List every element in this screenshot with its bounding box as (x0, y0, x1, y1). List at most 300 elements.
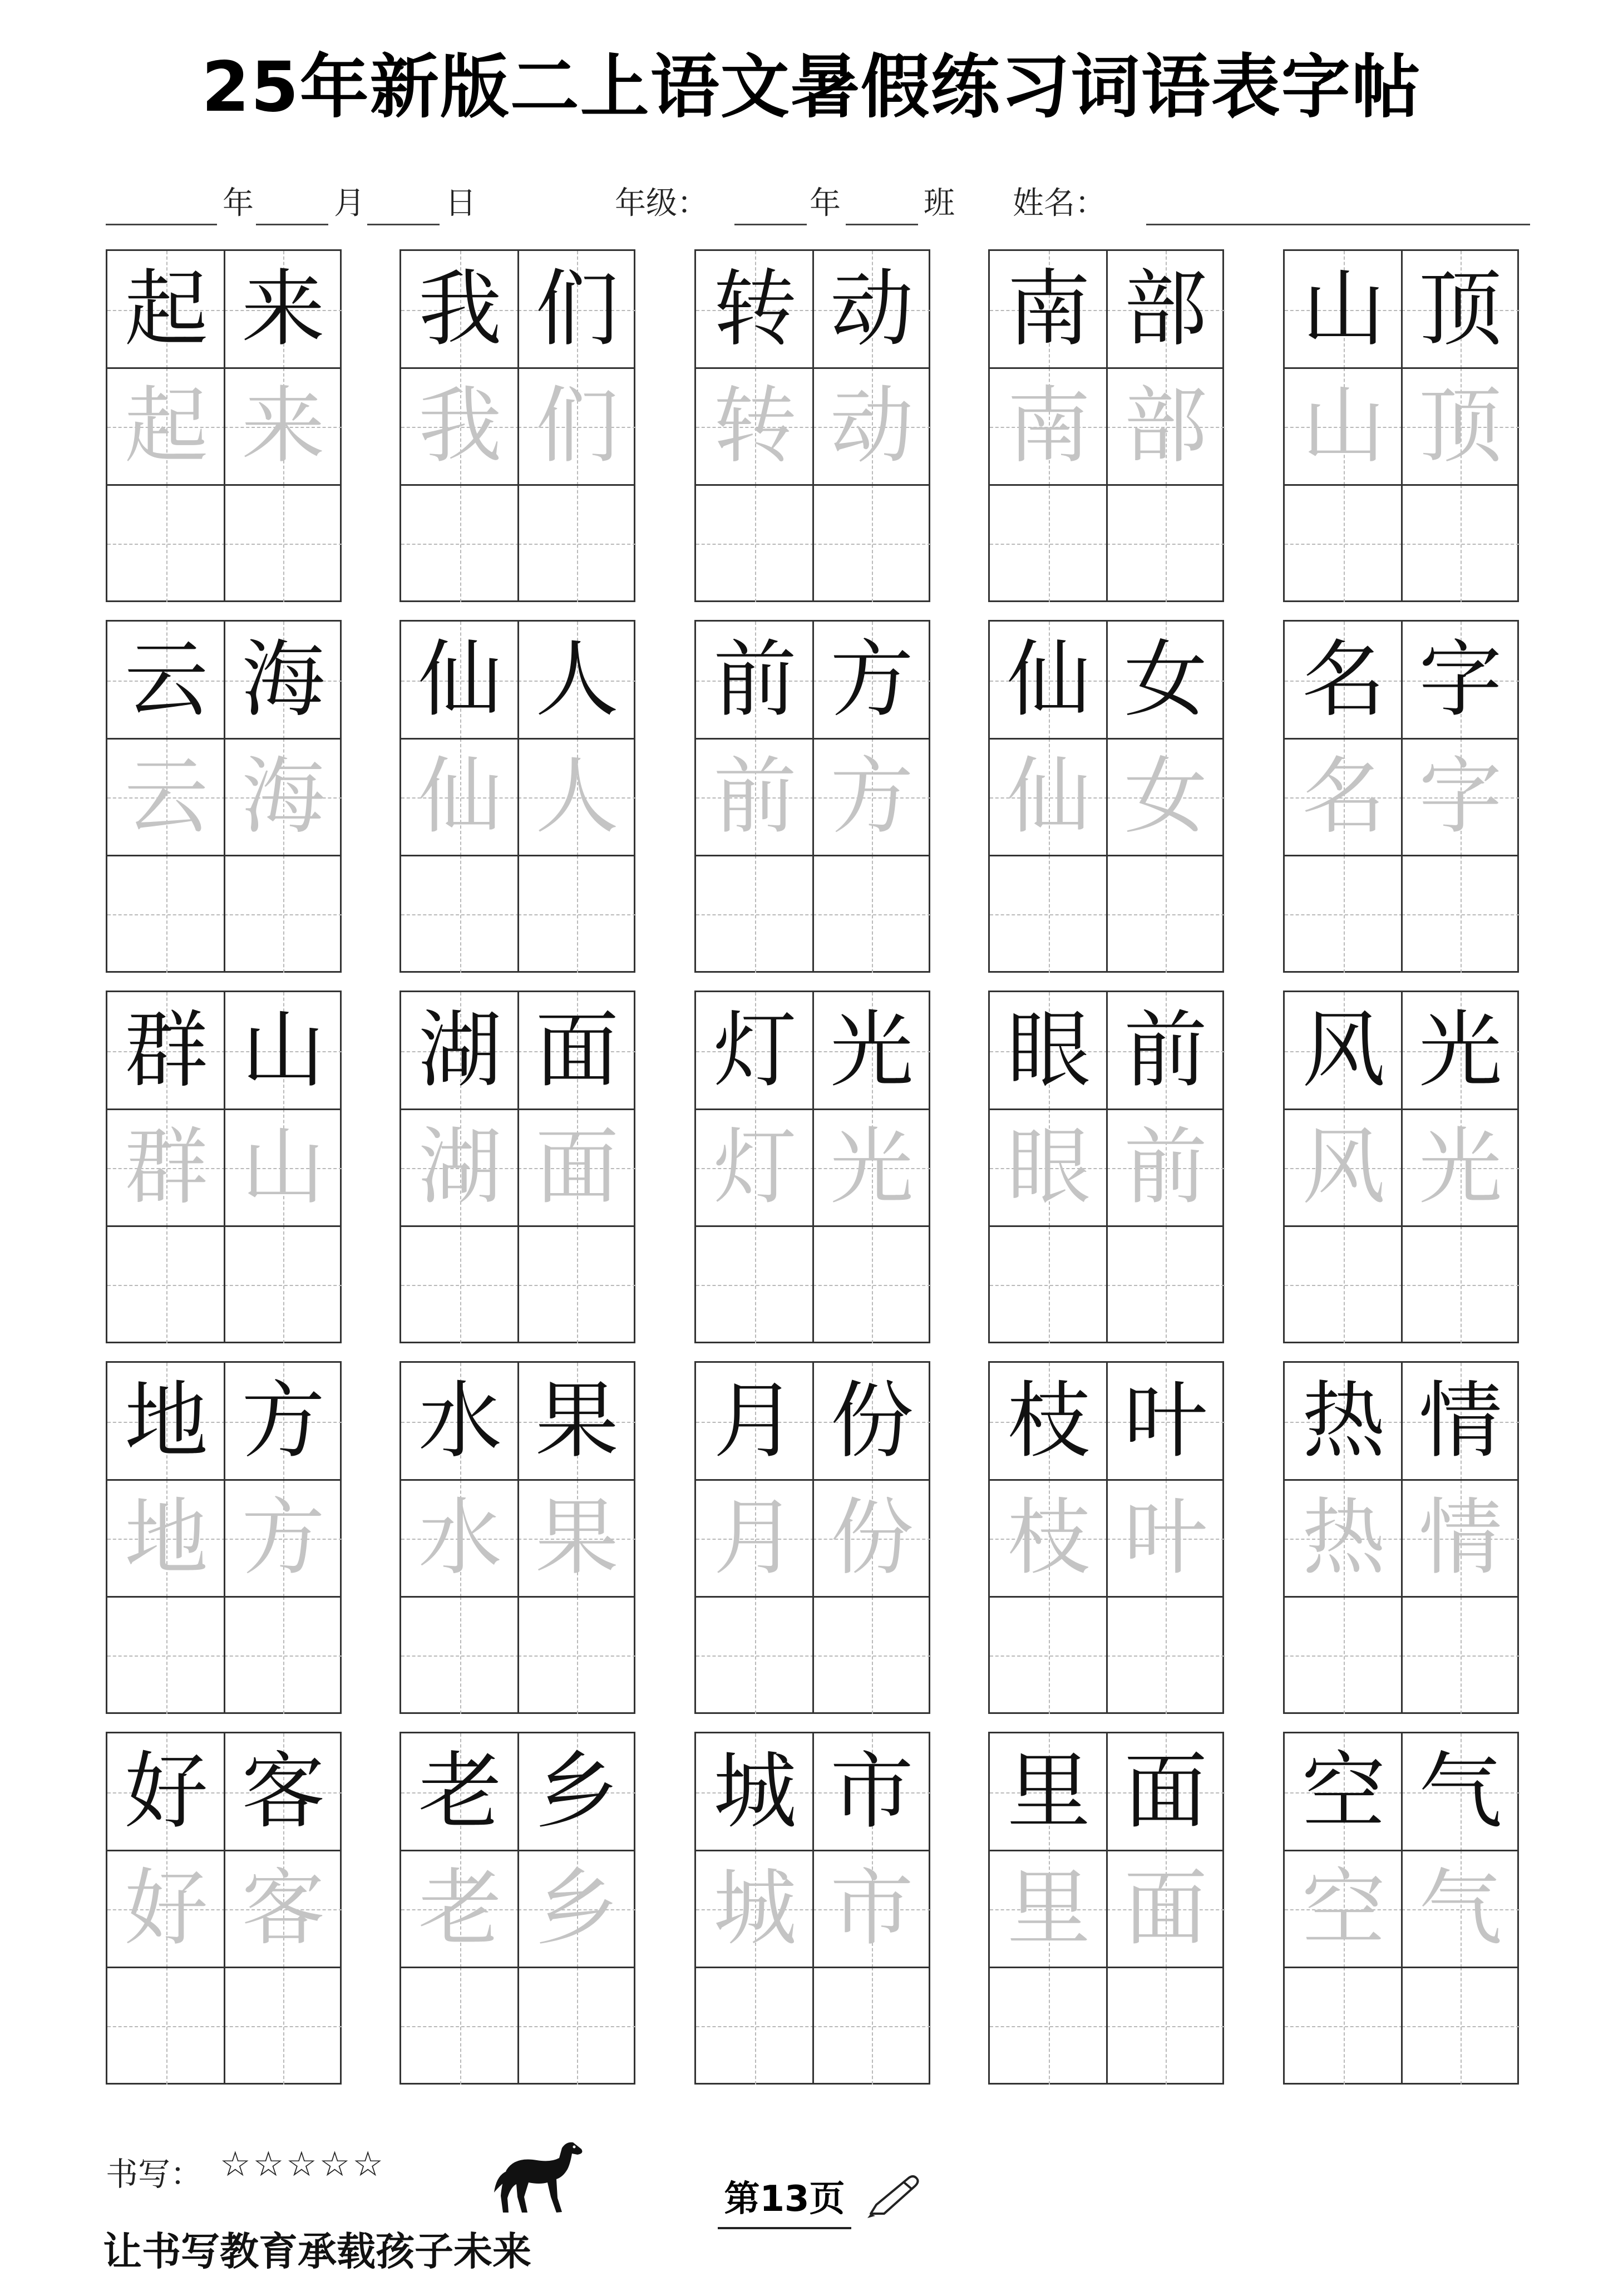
practice-cell[interactable] (1285, 1967, 1403, 2085)
model-character: 海 (241, 632, 325, 728)
cell-divider (1285, 484, 1517, 486)
name-blank[interactable] (1146, 184, 1530, 225)
model-character: 我 (418, 261, 502, 358)
practice-cell[interactable] (224, 1597, 342, 1714)
word-block (106, 620, 342, 973)
practice-cell[interactable] (518, 1597, 636, 1714)
model-character: 叶 (1123, 1373, 1207, 1470)
horse-icon (490, 2131, 590, 2220)
grade-year-label: 年 (810, 185, 841, 221)
cell-divider (990, 367, 1222, 369)
cell-divider (990, 738, 1222, 740)
trace-character: 客 (241, 1860, 325, 1957)
trace-char-cell (224, 1480, 342, 1597)
practice-cell[interactable] (813, 1967, 931, 2085)
cell-divider (1106, 1733, 1108, 2083)
guide-line (460, 1967, 461, 2085)
trace-character: 空 (1301, 1860, 1385, 1957)
model-character: 市 (830, 1743, 914, 1840)
practice-cell[interactable] (224, 1967, 342, 2085)
cell-divider (696, 738, 929, 740)
cell-divider (696, 1479, 929, 1481)
guide-line (166, 855, 167, 973)
model-char-cell (1285, 1733, 1403, 1851)
trace-char-cell (1402, 1850, 1520, 1968)
trace-char-cell (107, 738, 225, 856)
model-char-cell (224, 992, 342, 1110)
trace-char-cell (1107, 1850, 1225, 1968)
guide-line (166, 1967, 167, 2085)
model-char-cell (1402, 622, 1520, 739)
year-blank[interactable] (106, 184, 217, 225)
model-character: 光 (830, 1002, 914, 1099)
guide-line (460, 1226, 461, 1343)
cell-divider (401, 738, 634, 740)
name-label: 姓名： (1013, 185, 1106, 221)
model-character: 转 (713, 261, 797, 358)
trace-char-cell (1107, 1109, 1225, 1226)
trace-char-cell (1107, 738, 1225, 856)
month-blank[interactable] (256, 184, 328, 225)
trace-character: 海 (241, 748, 325, 845)
trace-character: 前 (713, 748, 797, 845)
word-block (694, 1732, 930, 2085)
model-char-cell (813, 622, 931, 739)
slogan: 让书写教育承载孩子未来 (103, 2229, 531, 2274)
cell-divider (696, 1850, 929, 1851)
practice-cell[interactable] (1402, 1597, 1520, 1714)
model-character: 老 (418, 1743, 502, 1840)
word-block (694, 249, 930, 602)
model-char-cell (1402, 251, 1520, 368)
trace-character: 光 (830, 1119, 914, 1216)
practice-cell[interactable] (990, 1967, 1108, 2085)
practice-cell[interactable] (401, 1597, 519, 1714)
word-block (399, 249, 635, 602)
model-char-cell (696, 992, 814, 1110)
trace-character: 山 (241, 1119, 325, 1216)
model-char-cell (1107, 251, 1225, 368)
model-char-cell (1285, 992, 1403, 1110)
trace-character: 山 (1301, 378, 1385, 475)
trace-character: 起 (124, 378, 208, 475)
practice-cell[interactable] (1402, 1226, 1520, 1343)
word-block (988, 1361, 1224, 1714)
guide-line (755, 855, 756, 973)
practice-cell[interactable] (990, 855, 1108, 973)
cell-divider (1401, 1363, 1403, 1712)
word-block (399, 1361, 635, 1714)
guide-line (460, 1597, 461, 1714)
trace-char-cell (813, 1109, 931, 1226)
model-char-cell (1107, 1363, 1225, 1480)
guide-line (755, 485, 756, 602)
model-character: 气 (1418, 1743, 1502, 1840)
guide-line (1461, 485, 1462, 602)
practice-cell[interactable] (696, 485, 814, 602)
model-character: 仙 (1007, 632, 1091, 728)
guide-line (577, 1967, 578, 2085)
guide-line (283, 1226, 284, 1343)
rating-stars[interactable]: ☆☆☆☆☆ (220, 2144, 386, 2184)
trace-character: 女 (1123, 748, 1207, 845)
cell-divider (990, 855, 1222, 856)
practice-cell[interactable] (1402, 855, 1520, 973)
model-char-cell (813, 251, 931, 368)
trace-character: 市 (830, 1860, 914, 1957)
guide-line (166, 1226, 167, 1343)
cell-divider (107, 1967, 340, 1968)
trace-character: 人 (535, 748, 619, 845)
practice-cell[interactable] (224, 485, 342, 602)
practice-cell[interactable] (107, 485, 225, 602)
trace-char-cell (518, 738, 636, 856)
trace-character: 地 (124, 1490, 208, 1586)
trace-character: 转 (713, 378, 797, 475)
trace-character: 份 (830, 1490, 914, 1586)
practice-cell[interactable] (518, 1226, 636, 1343)
day-blank[interactable] (367, 184, 440, 225)
model-character: 湖 (418, 1002, 502, 1099)
trace-character: 湖 (418, 1119, 502, 1216)
model-char-cell (696, 1363, 814, 1480)
guide-line (1461, 855, 1462, 973)
trace-character: 我 (418, 378, 502, 475)
guide-line (1461, 1226, 1462, 1343)
model-character: 云 (124, 632, 208, 728)
word-block (1283, 620, 1519, 973)
cell-divider (1106, 622, 1108, 971)
cell-divider (107, 855, 340, 856)
practice-cell[interactable] (1285, 855, 1403, 973)
practice-cell[interactable] (401, 1967, 519, 2085)
trace-char-cell (1402, 738, 1520, 856)
model-character: 部 (1123, 261, 1207, 358)
practice-cell[interactable] (518, 485, 636, 602)
guide-line (1344, 1967, 1345, 2085)
guide-line (1344, 1226, 1345, 1343)
class-label: 班 (924, 185, 955, 221)
model-character: 好 (124, 1743, 208, 1840)
model-char-cell (401, 1733, 519, 1851)
trace-character: 乡 (535, 1860, 619, 1957)
model-character: 顶 (1418, 261, 1502, 358)
practice-cell[interactable] (696, 1597, 814, 1714)
pen-icon (860, 2170, 921, 2220)
model-char-cell (696, 1733, 814, 1851)
trace-char-cell (813, 738, 931, 856)
practice-cell[interactable] (696, 855, 814, 973)
practice-cell[interactable] (1402, 1967, 1520, 2085)
trace-char-cell (224, 368, 342, 485)
word-block (988, 249, 1224, 602)
practice-cell[interactable] (401, 1226, 519, 1343)
practice-cell[interactable] (813, 1597, 931, 1714)
cell-divider (696, 484, 929, 486)
trace-char-cell (813, 1850, 931, 1968)
trace-char-cell (107, 1480, 225, 1597)
word-block (988, 620, 1224, 973)
model-char-cell (1107, 1733, 1225, 1851)
practice-cell[interactable] (1285, 485, 1403, 602)
model-char-cell (1107, 622, 1225, 739)
model-character: 来 (241, 261, 325, 358)
practice-cell[interactable] (107, 1226, 225, 1343)
page-number: 第13页 (718, 2170, 851, 2229)
guide-line (1049, 855, 1050, 973)
practice-cell[interactable] (990, 1226, 1108, 1343)
trace-character: 云 (124, 748, 208, 845)
practice-cell[interactable] (813, 855, 931, 973)
trace-char-cell (696, 368, 814, 485)
trace-character: 顶 (1418, 378, 1502, 475)
guide-line (1049, 1226, 1050, 1343)
model-character: 女 (1123, 632, 1207, 728)
trace-character: 果 (535, 1490, 619, 1586)
guide-line (1344, 485, 1345, 602)
trace-char-cell (401, 738, 519, 856)
model-character: 灯 (713, 1002, 797, 1099)
trace-character: 月 (713, 1490, 797, 1586)
practice-cell[interactable] (107, 1967, 225, 2085)
guide-line (872, 1597, 873, 1714)
trace-character: 群 (124, 1119, 208, 1216)
cell-divider (812, 1363, 814, 1712)
trace-character: 好 (124, 1860, 208, 1957)
cell-divider (1401, 622, 1403, 971)
cell-divider (696, 1967, 929, 1968)
cell-divider (401, 1850, 634, 1851)
practice-cell[interactable] (401, 855, 519, 973)
trace-char-cell (518, 1109, 636, 1226)
trace-character: 眼 (1007, 1119, 1091, 1216)
practice-cell[interactable] (1285, 1597, 1403, 1714)
trace-character: 来 (241, 378, 325, 475)
trace-char-cell (990, 1480, 1108, 1597)
cell-divider (1106, 1363, 1108, 1712)
cell-divider (990, 1850, 1222, 1851)
word-block (399, 991, 635, 1343)
word-block (399, 1732, 635, 2085)
model-char-cell (401, 251, 519, 368)
page-title: 25年新版二上语文暑假练习词语表字帖 (201, 47, 1422, 127)
trace-char-cell (224, 1109, 342, 1226)
guide-line (1166, 485, 1167, 602)
model-char-cell (696, 251, 814, 368)
model-character: 地 (124, 1373, 208, 1470)
trace-character: 动 (830, 378, 914, 475)
trace-char-cell (1285, 1480, 1403, 1597)
practice-cell[interactable] (107, 855, 225, 973)
trace-char-cell (401, 368, 519, 485)
model-character: 面 (535, 1002, 619, 1099)
practice-cell[interactable] (1402, 485, 1520, 602)
model-character: 南 (1007, 261, 1091, 358)
cell-divider (401, 1225, 634, 1227)
cell-divider (401, 1596, 634, 1598)
trace-character: 枝 (1007, 1490, 1091, 1586)
trace-char-cell (1285, 1109, 1403, 1226)
trace-character: 面 (1123, 1860, 1207, 1957)
model-character: 仙 (418, 632, 502, 728)
trace-character: 仙 (1007, 748, 1091, 845)
model-character: 城 (713, 1743, 797, 1840)
cell-divider (107, 1596, 340, 1598)
practice-cell[interactable] (1107, 485, 1225, 602)
practice-cell[interactable] (224, 1226, 342, 1343)
trace-char-cell (990, 1109, 1108, 1226)
practice-cell[interactable] (696, 1226, 814, 1343)
practice-cell[interactable] (813, 1226, 931, 1343)
cell-divider (1285, 1850, 1517, 1851)
practice-cell[interactable] (224, 855, 342, 973)
guide-line (1049, 1967, 1050, 2085)
word-block (988, 1732, 1224, 2085)
model-character: 们 (535, 261, 619, 358)
model-char-cell (1285, 622, 1403, 739)
trace-char-cell (990, 738, 1108, 856)
model-character: 山 (241, 1002, 325, 1099)
trace-char-cell (696, 1850, 814, 1968)
guide-line (283, 1967, 284, 2085)
guide-line (577, 485, 578, 602)
trace-char-cell (1285, 368, 1403, 485)
model-char-cell (518, 992, 636, 1110)
guide-line (577, 1226, 578, 1343)
model-char-cell (1402, 1363, 1520, 1480)
cell-divider (1401, 992, 1403, 1342)
practice-cell[interactable] (1285, 1226, 1403, 1343)
model-character: 份 (830, 1373, 914, 1470)
cell-divider (1106, 251, 1108, 600)
guide-line (1461, 1967, 1462, 2085)
cell-divider (990, 1479, 1222, 1481)
practice-cell[interactable] (813, 485, 931, 602)
cell-divider (990, 1225, 1222, 1227)
model-char-cell (107, 251, 225, 368)
practice-cell[interactable] (696, 1967, 814, 2085)
word-block (399, 620, 635, 973)
cell-divider (1285, 1225, 1517, 1227)
model-character: 前 (713, 632, 797, 728)
model-char-cell (107, 1733, 225, 1851)
trace-character: 风 (1301, 1119, 1385, 1216)
cell-divider (812, 1733, 814, 2083)
model-char-cell (990, 992, 1108, 1110)
trace-character: 光 (1418, 1119, 1502, 1216)
guide-line (460, 485, 461, 602)
cell-divider (517, 622, 519, 971)
model-character: 月 (713, 1373, 797, 1470)
practice-cell[interactable] (990, 1597, 1108, 1714)
cell-divider (696, 1108, 929, 1110)
cell-divider (696, 1225, 929, 1227)
model-char-cell (813, 1733, 931, 1851)
trace-character: 叶 (1123, 1490, 1207, 1586)
rating-label: 书写： (106, 2155, 203, 2193)
word-block (694, 991, 930, 1343)
guide-line (166, 1597, 167, 1714)
cell-divider (107, 1850, 340, 1851)
cell-divider (1401, 251, 1403, 600)
cell-divider (990, 1967, 1222, 1968)
guide-line (283, 485, 284, 602)
cell-divider (224, 622, 225, 971)
cell-divider (224, 1733, 225, 2083)
cell-divider (401, 1479, 634, 1481)
model-character: 方 (830, 632, 914, 728)
model-character: 热 (1301, 1373, 1385, 1470)
guide-line (872, 855, 873, 973)
grade-year-blank[interactable] (734, 184, 807, 225)
model-char-cell (990, 622, 1108, 739)
model-character: 面 (1123, 1743, 1207, 1840)
guide-line (872, 1967, 873, 2085)
cell-divider (401, 855, 634, 856)
cell-divider (401, 484, 634, 486)
cell-divider (107, 738, 340, 740)
trace-character: 方 (830, 748, 914, 845)
word-block (106, 249, 342, 602)
trace-char-cell (401, 1109, 519, 1226)
practice-cell[interactable] (1107, 1226, 1225, 1343)
model-char-cell (107, 992, 225, 1110)
practice-cell[interactable] (518, 1967, 636, 2085)
trace-char-cell (1402, 1480, 1520, 1597)
word-block (694, 620, 930, 973)
practice-cell[interactable] (1107, 1967, 1225, 2085)
trace-char-cell (1107, 1480, 1225, 1597)
model-character: 人 (535, 632, 619, 728)
trace-character: 气 (1418, 1860, 1502, 1957)
cell-divider (696, 855, 929, 856)
word-block (694, 1361, 930, 1714)
practice-cell[interactable] (518, 855, 636, 973)
cell-divider (812, 992, 814, 1342)
model-char-cell (224, 622, 342, 739)
model-char-cell (990, 1733, 1108, 1851)
cell-divider (517, 1733, 519, 2083)
guide-line (460, 855, 461, 973)
cell-divider (1285, 1479, 1517, 1481)
practice-cell[interactable] (990, 485, 1108, 602)
word-block (106, 1361, 342, 1714)
cell-divider (107, 1108, 340, 1110)
model-character: 风 (1301, 1002, 1385, 1099)
model-character: 情 (1418, 1373, 1502, 1470)
word-block (106, 1732, 342, 2085)
word-block (1283, 1732, 1519, 2085)
model-char-cell (401, 622, 519, 739)
practice-cell[interactable] (1107, 855, 1225, 973)
model-char-cell (1285, 1363, 1403, 1480)
practice-cell[interactable] (401, 485, 519, 602)
model-char-cell (813, 992, 931, 1110)
model-character: 字 (1418, 632, 1502, 728)
guide-line (872, 485, 873, 602)
cell-divider (1285, 367, 1517, 369)
trace-character: 部 (1123, 378, 1207, 475)
practice-cell[interactable] (1107, 1597, 1225, 1714)
model-character: 里 (1007, 1743, 1091, 1840)
model-character: 眼 (1007, 1002, 1091, 1099)
model-char-cell (224, 1363, 342, 1480)
cell-divider (107, 1225, 340, 1227)
trace-character: 灯 (713, 1119, 797, 1216)
practice-cell[interactable] (107, 1597, 225, 1714)
class-blank[interactable] (846, 184, 918, 225)
model-char-cell (696, 622, 814, 739)
